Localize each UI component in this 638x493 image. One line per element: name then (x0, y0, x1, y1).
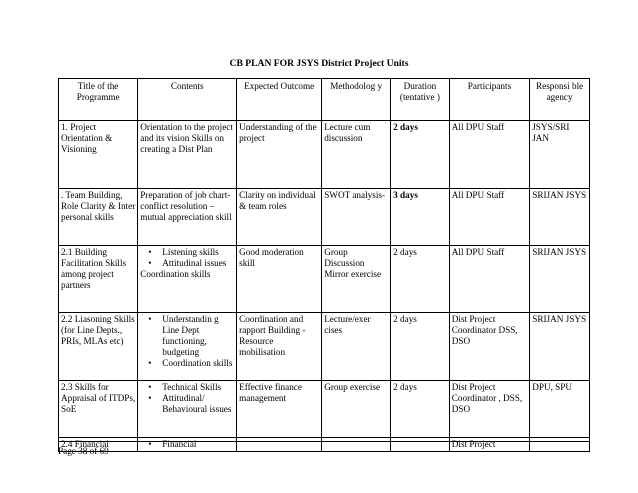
header-contents: Contents (138, 79, 237, 121)
table-row (59, 121, 590, 189)
cell-duration: 2 days (391, 246, 450, 313)
table-row (59, 381, 590, 438)
bullet-item: • Attitudinal/ Behavioural issues (162, 393, 234, 415)
cell-title: 1. Project Orientation & Visioning (59, 121, 138, 189)
table-row (59, 246, 590, 313)
cell-methodology: Lecture cum discussion (322, 121, 391, 189)
cell-methodology: SWOT analysis- (322, 189, 391, 246)
header-methodology: Methodolog y (322, 79, 391, 121)
cell-participants: All DPU Staff (449, 189, 529, 246)
cell-participants: Dist Project Coordinator , DSS, DSO (449, 381, 529, 438)
cell-outcome: Clarity on individual & team roles (237, 189, 322, 246)
cell-title: 2.2 Liasoning Skills (for Line Depts., PRIs, MLAs etc) (59, 313, 138, 381)
footer-divider (58, 441, 590, 442)
cell-title: 2.3 Skills for Appraisal of ITDPs, SoE (59, 381, 138, 438)
cb-plan-table (58, 78, 590, 452)
bullet-item: • Coordination skills (162, 358, 234, 369)
cell-title: 2.1 Building Facilitation Skills among project partners (59, 246, 138, 313)
cell-outcome (237, 438, 322, 452)
header-duration: Duration (tentative ) (391, 79, 450, 121)
header-agency: Responsi ble agency (530, 79, 590, 121)
cell-participants: All DPU Staff (449, 246, 529, 313)
cell-methodology (322, 438, 391, 452)
cell-title: . Team Building, Role Clarity & Inter personal skills (59, 189, 138, 246)
cell-participants: Dist Project Coordinator DSS, DSO (449, 313, 529, 381)
cell-duration: 2 days (391, 121, 450, 189)
cell-agency: DPU, SPU (530, 381, 590, 438)
page-number: Page 38 of 69 (58, 446, 109, 456)
cell-participants: All DPU Staff (449, 121, 529, 189)
cell-contents-extra: Coordination skills (140, 269, 211, 279)
cell-outcome: Coordination and rapport Building -Resource mobilisation (237, 313, 322, 381)
cell-outcome: Understanding of the project (237, 121, 322, 189)
table-header-row (59, 79, 590, 121)
cell-outcome: Effective finance management (237, 381, 322, 438)
cell-methodology: Group Discussion Mirror exercise (322, 246, 391, 313)
bullet-item: • Listening skills (162, 247, 234, 258)
cell-agency (530, 438, 590, 452)
cell-duration (391, 438, 450, 452)
table-row (59, 189, 590, 246)
bullet-item: • Attitudinal issues (162, 258, 234, 269)
bullet-item: • Financial (162, 439, 234, 450)
cell-contents: Preparation of job chart-conflict resolution – mutual appreciation skill (138, 189, 237, 246)
cell-agency: SRIJAN JSYS (530, 189, 590, 246)
bullet-list (140, 247, 234, 269)
header-participants: Participants (449, 79, 529, 121)
cell-methodology: Group exercise (322, 381, 391, 438)
cell-contents (138, 438, 237, 452)
cell-agency: SRIJAN JSYS (530, 313, 590, 381)
table-row (59, 313, 590, 381)
cell-contents (138, 381, 237, 438)
cell-participants: Dist Project (449, 438, 529, 452)
cell-agency: JSYS/SRI JAN (530, 121, 590, 189)
cell-contents (138, 246, 237, 313)
header-title: Title of the Programme (59, 79, 138, 121)
cell-duration: 3 days (391, 189, 450, 246)
cell-title: 2.4 Financial (59, 438, 138, 452)
cell-duration: 2 days (391, 313, 450, 381)
cell-agency: SRIJAN JSYS (530, 246, 590, 313)
bullet-list (140, 382, 234, 415)
cell-outcome: Good moderation skill (237, 246, 322, 313)
header-outcome: Expected Outcome (237, 79, 322, 121)
cell-contents: Orientation to the project and its vision Skills on creating a Dist Plan (138, 121, 237, 189)
page-title: CB PLAN FOR JSYS District Project Units (229, 58, 409, 69)
bullet-item: • Technical Skills (162, 382, 234, 393)
bullet-item: • Understandin g Line Dept functioning, budgeting (162, 314, 234, 358)
cell-methodology: Lecture/exer cises (322, 313, 391, 381)
cell-duration: 2 days (391, 381, 450, 438)
table-row (59, 438, 590, 452)
cell-contents (138, 313, 237, 381)
bullet-list (140, 314, 234, 369)
